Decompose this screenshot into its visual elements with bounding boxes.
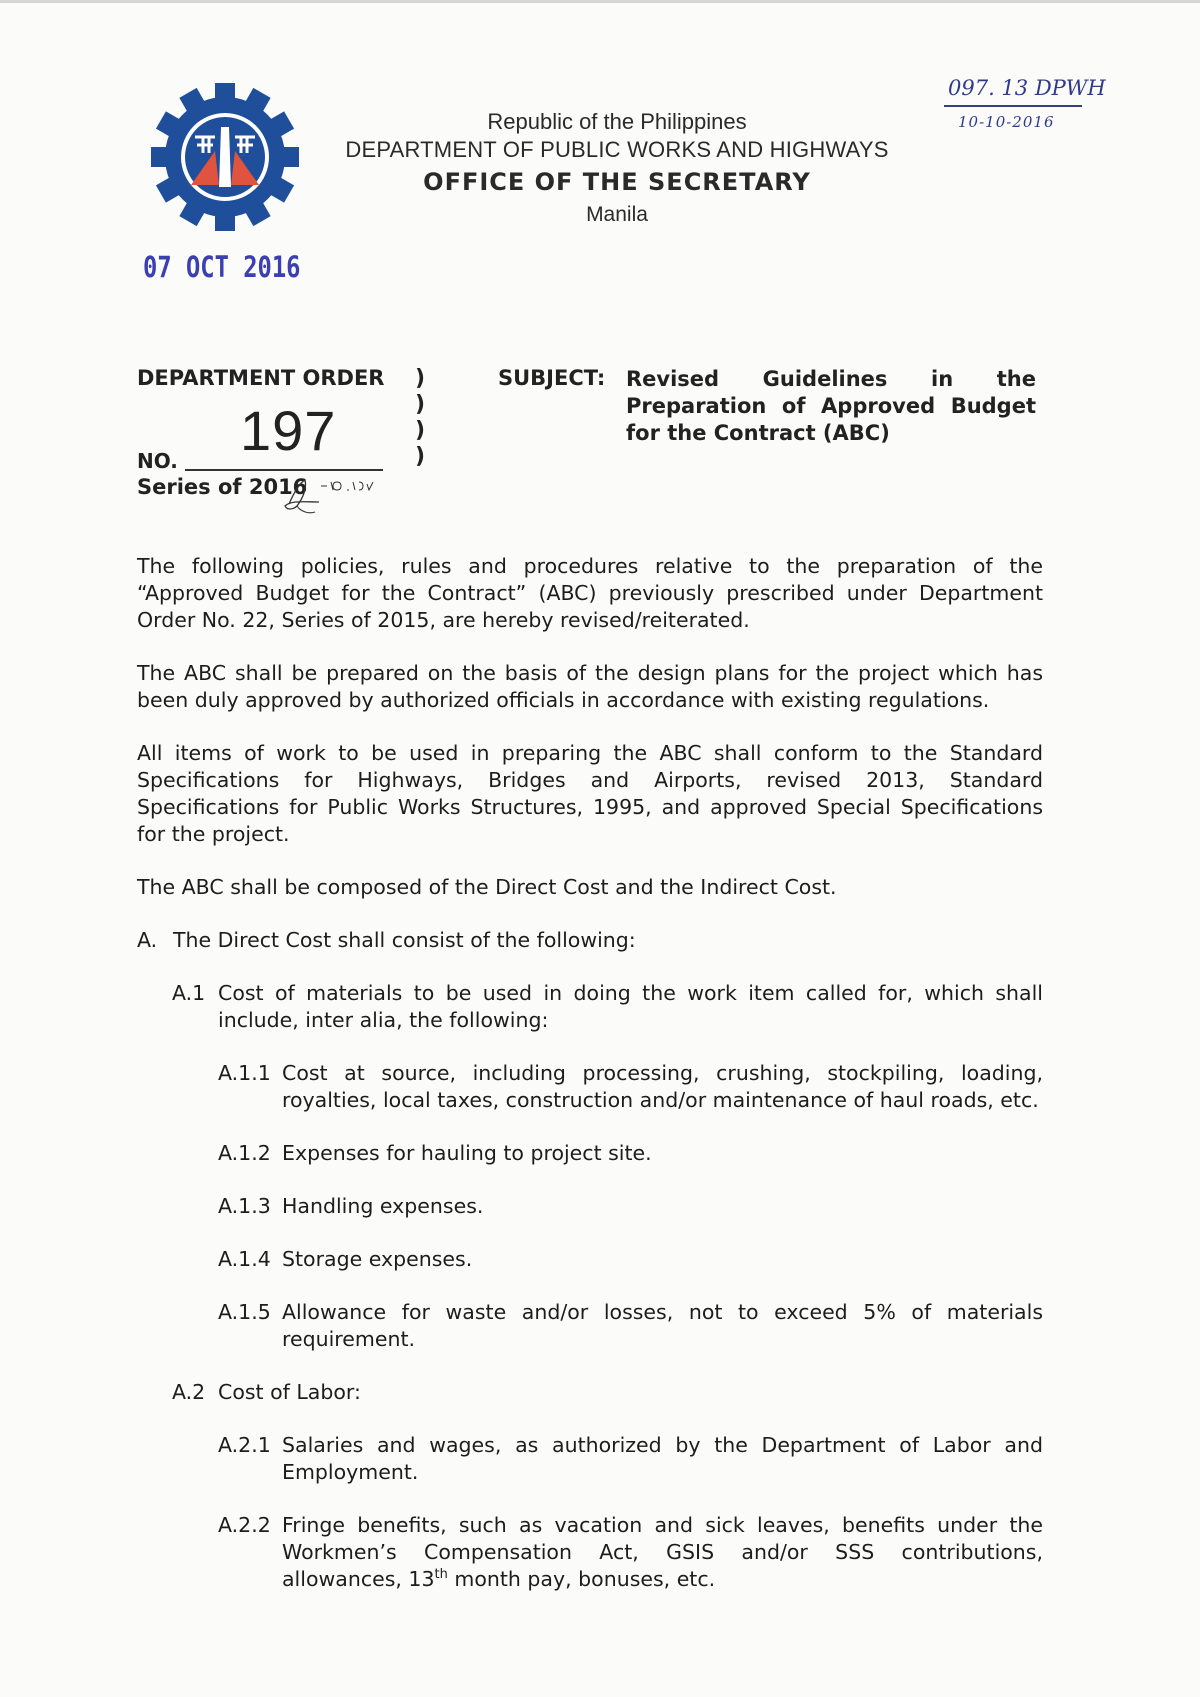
list-item bbox=[218, 1512, 1043, 1593]
paragraph-composition: The ABC shall be composed of the Direct Cost and the Indirect Cost. bbox=[137, 875, 837, 899]
item-label: A.1.3 bbox=[218, 1194, 271, 1218]
paragraph-design-basis: The ABC shall be prepared on the basis of the design plans for the project which has been duly approved by authorized officials in accordance with existing regulations. bbox=[137, 661, 1043, 712]
paragraph-intro: The following policies, rules and procedures relative to the preparation of the “Approved Budget for the Contract” (ABC) previously prescribed under Department Order No. 22, Series of 2015, are hereby revised/reiterated. bbox=[137, 554, 1043, 632]
item-text: Cost of Labor: bbox=[218, 1380, 361, 1404]
item-label: A.2.1 bbox=[218, 1433, 271, 1457]
order-number-label: NO. bbox=[137, 449, 178, 473]
republic-line: Republic of the Philippines bbox=[487, 109, 747, 134]
list-item bbox=[137, 927, 1043, 954]
item-text-part: month pay, bonuses, etc. bbox=[447, 1567, 716, 1591]
item-text: Expenses for hauling to project site. bbox=[282, 1141, 652, 1165]
item-text: Allowance for waste and/or losses, not to exceed 5% of materials requirement. bbox=[282, 1300, 1043, 1351]
order-number-underline bbox=[185, 469, 383, 471]
handwritten-rule bbox=[944, 105, 1082, 107]
item-label: A. bbox=[137, 928, 158, 952]
list-item bbox=[172, 1379, 1043, 1406]
item-text: Cost of materials to be used in doing the work item called for, which shall include, inter alia, the following: bbox=[218, 981, 1043, 1032]
list-item bbox=[218, 1193, 1043, 1220]
office-name: OFFICE OF THE SECRETARY bbox=[423, 168, 811, 196]
item-text: The Direct Cost shall consist of the following: bbox=[173, 928, 636, 952]
list-item bbox=[218, 1299, 1043, 1353]
order-brackets: ) ) ) ) bbox=[415, 366, 426, 469]
handwritten-reference-date: 10-10-2016 bbox=[958, 113, 1055, 131]
item-text: Handling expenses. bbox=[282, 1194, 484, 1218]
received-date-stamp: 07 OCT 2016 bbox=[143, 250, 301, 284]
letterhead bbox=[300, 108, 934, 230]
list-item bbox=[218, 1432, 1043, 1486]
department-name: DEPARTMENT OF PUBLIC WORKS AND HIGHWAYS bbox=[345, 137, 889, 162]
list-item bbox=[218, 1140, 1043, 1167]
list-item bbox=[218, 1246, 1043, 1273]
subject-text: Revised Guidelines in the Preparation of Approved Budget for the Contract (ABC) bbox=[626, 367, 1036, 445]
item-label: A.2 bbox=[172, 1380, 206, 1404]
handwritten-reference-code: 097. 13 DPWH bbox=[948, 76, 1106, 100]
item-label: A.2.2 bbox=[218, 1513, 271, 1537]
scan-edge bbox=[0, 0, 1200, 3]
item-label: A.1.4 bbox=[218, 1247, 271, 1271]
item-text bbox=[282, 1512, 1043, 1593]
order-type-label: DEPARTMENT ORDER bbox=[137, 366, 385, 390]
list-item bbox=[172, 980, 1043, 1034]
item-text: Salaries and wages, as authorized by the Department of Labor and Employment. bbox=[282, 1433, 1043, 1484]
subject-label: SUBJECT: bbox=[498, 366, 606, 390]
ordinal-suffix: th bbox=[434, 1567, 448, 1583]
item-label: A.1.1 bbox=[218, 1061, 271, 1085]
item-text: Storage expenses. bbox=[282, 1247, 473, 1271]
item-label: A.1.2 bbox=[218, 1141, 271, 1165]
item-text: Cost at source, including processing, crushing, stockpiling, loading, royalties, local taxes, construction and/or maintenance of haul roads, etc. bbox=[282, 1061, 1043, 1112]
list-item bbox=[218, 1060, 1043, 1114]
city-line: Manila bbox=[586, 203, 648, 226]
order-body bbox=[137, 553, 1043, 1619]
paragraph-specifications: All items of work to be used in preparing the ABC shall conform to the Standard Specifications for Highways, Bridges and Airports, revised 2013, Standard Specifications for Public Works Structures, 1995, and approved Special Specifications for the project. bbox=[137, 741, 1043, 846]
item-label: A.1.5 bbox=[218, 1300, 271, 1324]
item-label: A.1 bbox=[172, 981, 206, 1005]
initials-signature bbox=[275, 472, 385, 516]
item-text-part: Fringe benefits, such as vacation and sick leaves, benefits under the Workmen’s Compensation Act, GSIS and/or SSS contributions, allowances, 13 bbox=[282, 1513, 1043, 1591]
order-series: Series of 2016 bbox=[137, 475, 308, 499]
dpwh-gear-logo bbox=[150, 82, 300, 232]
order-number: 197 bbox=[240, 399, 337, 462]
